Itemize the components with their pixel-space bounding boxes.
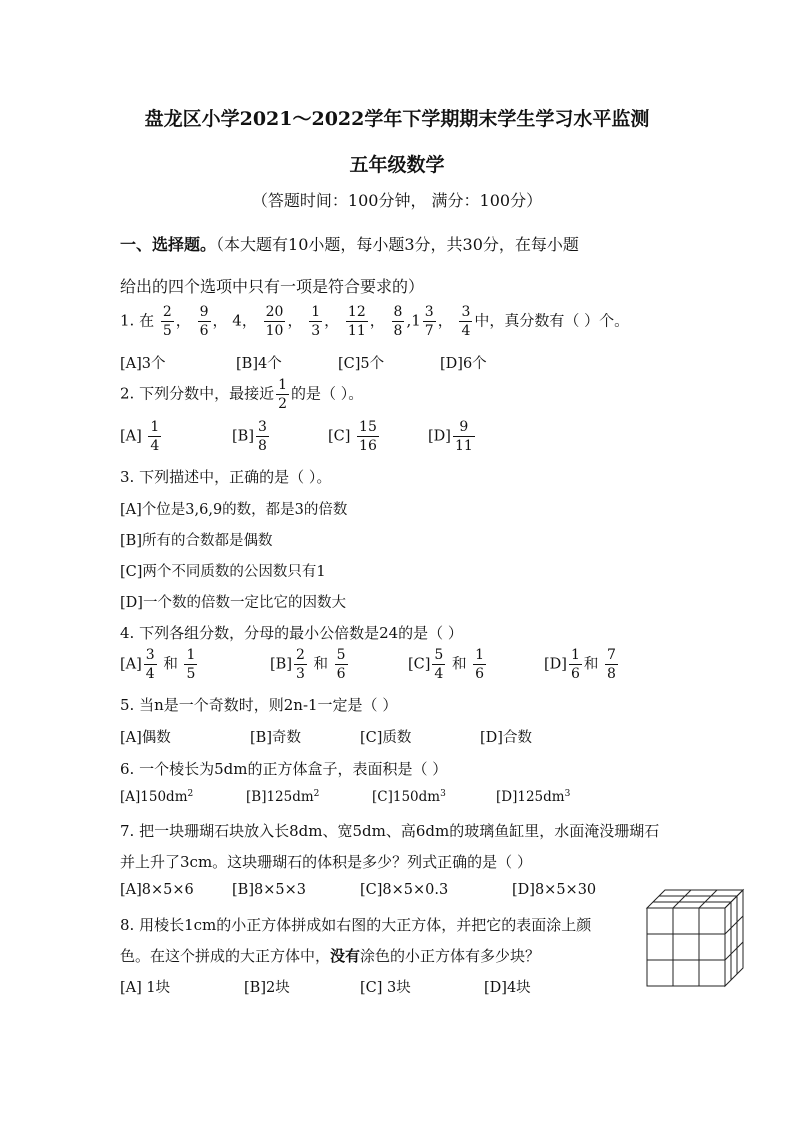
q1-fraction: $\frac{2}{5}$	[162, 304, 172, 339]
q5-option-c[interactable]: [C]质数	[360, 730, 412, 746]
q2-option-d[interactable]: [D] $\frac{9}{11}$	[428, 419, 473, 454]
q1-fraction: $\frac{20}{10}$	[265, 304, 284, 339]
q2-suffix: 的是（ ）。	[291, 384, 364, 403]
q7-option-a[interactable]: [A]8×5×6	[120, 882, 194, 898]
q1-fraction: $\frac{3}{4}$	[461, 304, 471, 339]
question-7-line-2: 并上升了3cm。这块珊瑚石的体积是多少？列式正确的是（ ）	[120, 853, 532, 871]
q1-option-b[interactable]: [B]4个	[236, 356, 282, 372]
q1-prefix: 1. 在	[120, 311, 155, 330]
q8-option-b[interactable]: [B]2块	[244, 980, 290, 996]
question-4: 4. 下列各组分数，分母的最小公倍数是24的是（ ）	[120, 624, 463, 642]
q1-mixed-whole: 1	[411, 311, 421, 330]
question-6: 6. 一个棱长为5dm的正方体盒子，表面积是（ ）	[120, 760, 448, 778]
q1-fraction: $\frac{9}{6}$	[199, 304, 209, 339]
q3-option-a[interactable]: [A]个位是3,6,9的数，都是3的倍数	[120, 502, 348, 518]
q1-suffix: 中，真分数有（ ）个。	[474, 311, 630, 330]
question-1: 1. 在 $\frac{2}{5}$ ， $\frac{9}{6}$ ， 4， $\frac{20}{10}$ ， $\frac{1}{3}$ ， $\frac{12}{11}$ ， $\frac{8}{8}$ ,1 $\frac{3}{7}$ ， $\frac{3}{4}$ 中，真分数有（ ）个。	[120, 304, 630, 339]
q7-option-c[interactable]: [C]8×5×0.3	[360, 882, 449, 898]
q1-integer: 4	[232, 311, 242, 330]
q4-option-a[interactable]: [A] $\frac{3}{4}$ 和 $\frac{1}{5}$	[120, 647, 196, 682]
q3-option-c[interactable]: [C]两个不同质数的公因数只有1	[120, 564, 326, 580]
q1-option-c[interactable]: [C]5个	[338, 356, 385, 372]
question-2	[120, 378, 363, 411]
q8-option-a[interactable]: [A] 1块	[120, 980, 171, 996]
question-8-line-1: 8. 用棱长1cm的小正方体拼成如右图的大正方体，并把它的表面涂上颜	[120, 916, 592, 934]
section-desc-2: 给出的四个选项中只有一项是符合要求的）	[120, 277, 425, 296]
q1-fraction: $\frac{8}{8}$	[393, 304, 403, 339]
q5-option-a[interactable]: [A]偶数	[120, 730, 171, 746]
q2-option-c[interactable]: [C] $\frac{15}{16}$	[328, 419, 377, 454]
q2-option-b[interactable]: [B] $\frac{3}{8}$	[232, 419, 267, 454]
question-7-line-1: 7. 把一块珊瑚石块放入长8dm、宽5dm、高6dm的玻璃鱼缸里，水面淹没珊瑚石	[120, 822, 660, 840]
question-3: 3. 下列描述中，正确的是（ ）。	[120, 468, 332, 486]
q7-option-b[interactable]: [B]8×5×3	[232, 882, 306, 898]
q2-prefix: 2. 下列分数中，最接近	[120, 384, 275, 403]
exam-meta: （答题时间：100分钟， 满分：100分）	[251, 191, 543, 210]
q4-option-c[interactable]: [C] $\frac{5}{4}$ 和 $\frac{1}{6}$	[408, 647, 484, 682]
q8-emphasis: 没有	[330, 947, 361, 965]
q7-option-d[interactable]: [D]8×5×30	[512, 882, 597, 898]
q1-fraction: $\frac{12}{11}$	[347, 304, 366, 339]
q6-option-a[interactable]: $[A]150dm^2$	[120, 789, 194, 805]
q8-option-d[interactable]: [D]4块	[484, 980, 531, 996]
exam-subtitle: 五年级数学	[349, 154, 445, 176]
exam-title: 盘龙区小学2021～2022学年下学期期末学生学习水平监测	[144, 108, 650, 130]
q3-option-d[interactable]: [D]一个数的倍数一定比它的因数大	[120, 595, 346, 611]
question-8-line-2: 色。在这个拼成的大正方体中，没有涂色的小正方体有多少块？	[120, 947, 541, 965]
q4-option-b[interactable]: [B] $\frac{2}{3}$ 和 $\frac{5}{6}$	[270, 647, 346, 682]
q6-option-c[interactable]: $[C]150dm^3$	[372, 789, 446, 805]
q6-option-b[interactable]: $[B]125dm^2$	[246, 789, 320, 805]
section-heading: 一、选择题。	[120, 235, 217, 254]
q8-option-c[interactable]: [C] 3块	[360, 980, 411, 996]
q2-half-fraction: $\frac{1}{2}$	[278, 377, 288, 412]
q5-option-d[interactable]: [D]合数	[480, 730, 532, 746]
q1-fraction: $\frac{1}{3}$	[311, 304, 321, 339]
q4-option-d[interactable]: [D] $\frac{1}{6}$ 和 $\frac{7}{8}$	[544, 647, 616, 682]
section-desc-1: （本大题有10小题，每小题3分，共30分，在每小题	[216, 235, 579, 254]
section-heading-line	[120, 232, 579, 255]
q2-option-a[interactable]: [A] $\frac{1}{4}$	[120, 419, 160, 454]
q5-option-b[interactable]: [B]奇数	[250, 730, 301, 746]
question-5: 5. 当n是一个奇数时，则2n-1一定是（ ）	[120, 696, 398, 714]
q1-fraction: $\frac{3}{7}$	[424, 304, 434, 339]
q1-option-a[interactable]: [A]3个	[120, 356, 166, 372]
q3-option-b[interactable]: [B]所有的合数都是偶数	[120, 533, 273, 549]
q6-option-d[interactable]: $[D]125dm^3$	[496, 789, 571, 805]
q1-option-d[interactable]: [D]6个	[440, 356, 487, 372]
cube-3x3x3-figure	[645, 888, 745, 988]
